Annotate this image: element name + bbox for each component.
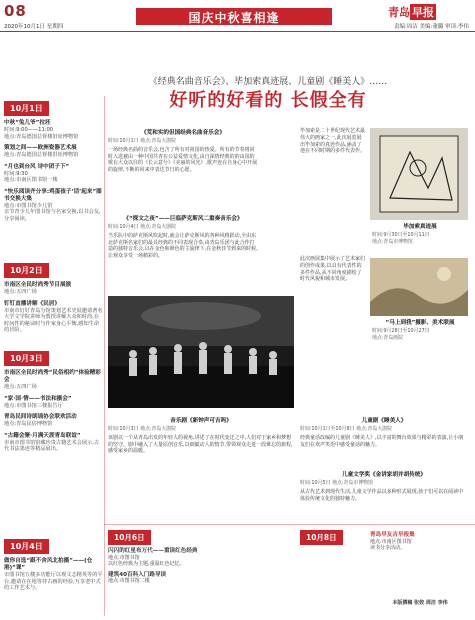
event-item [4, 189, 104, 223]
section-banner [136, 8, 332, 25]
article-meta: 时间:10月5日 地点:青岛市博物馆 [300, 480, 373, 486]
article-picasso-meta [372, 222, 468, 248]
newspaper-logo [388, 4, 436, 20]
date-tag: 10月3日 [4, 351, 49, 366]
schedule-oct-4 [4, 534, 104, 597]
event-title: “古籍会聚·月满天涯青岛联谊” [4, 432, 81, 439]
event-item [4, 282, 104, 296]
event-info: 市图书馆五楼多功能厅以观文志精英等的平台,邀请在在地等待古画的经验,互享老中式的工作艺术与。 [4, 572, 103, 591]
article-title: 儿童剧《睡美人》 [361, 418, 407, 424]
event-item [4, 145, 104, 159]
article-meta: 时间:10月4日 地点:青岛大剧院 [108, 224, 176, 230]
event-oct-8 [370, 532, 470, 552]
event-title: “月也到台风 诗中团子下” [4, 163, 70, 170]
event-title: 青岛早友吉早报集 [370, 532, 415, 538]
event-item [4, 433, 104, 453]
event-info: 地点:五四广场 [4, 289, 37, 295]
event-oct-6 [108, 548, 278, 585]
event-info: 地点:青岛民俗博物馆 [4, 421, 53, 427]
event-info: 市南市钉钉青岛分馆策划艺术史展邀请著名大学文学院讲师为教授讲解大众和时尚,在时间性的秘诀时与作家身心平衡,感知生命的冒险。 [4, 307, 103, 333]
event-info: 时间:9:30 地点:市南区图书馆一楼 [4, 170, 58, 183]
article-title: 音乐剧《新钟声可吉吗》 [170, 418, 232, 424]
article-musical [108, 416, 294, 455]
article-body: 毕加索是二十世纪现代艺术最伟大的画家之一,此次展览展出毕加索的真迹作品,涵盖了他在不同时期的多件代表作。 [300, 128, 366, 155]
article-title: 《荒和实的但国经典名曲音乐会》 [141, 130, 225, 136]
painting-photo [370, 128, 468, 220]
article-body: 当乐队中的萨克斯风吹起时,就会让萨克斯风的各种风格跃动,全由东北萨克斯名家们的最具经典的不同表现合奏,由青岛乐团与此合作打造的独特音乐会,以在金色和颜色的主旋律下,在金秋佳节到来的时候,让观众享受一场精彩的。 [108, 232, 258, 260]
logo-text-a: 青岛 [388, 6, 410, 19]
event-item [4, 558, 104, 592]
event-title: 闪闪的红星布万代——重读红色经典 [108, 548, 198, 554]
event-title: 做你自选“跟不舍风北拍摄”——(仓港)“课” [4, 558, 93, 571]
logo-text-b: 早报 [412, 6, 434, 19]
article-body: 经典童话改编的儿童剧《睡美人》,以丰富的舞台效果与精彩的表演,让小朋友们在欢声笑语中感受童话的魅力。 [300, 434, 464, 448]
event-item [4, 414, 104, 428]
headline-kicker: 《经典名曲音乐会》、毕加索真迹展、儿童剧《睡美人》…… [148, 77, 388, 87]
date-tag: 10月1日 [4, 101, 49, 116]
bottom-divider [104, 524, 475, 525]
issue-date: 2020年10月1日 星期四 [4, 24, 64, 30]
article-title: 《“探文之夜”——巨临萨克斯风二重奏音乐会》 [123, 216, 243, 222]
event-title: 建筑40百科入门路导读 [108, 571, 167, 578]
date-tag-oct-6: 10月6日 [108, 530, 151, 545]
section-banner-text: 国庆中秋喜相逢 [188, 11, 280, 25]
article-meta: 时间:10月1日至10月8日 地点:青岛大剧院 [300, 426, 392, 432]
article-meta: 时间:9月28日至10月27日 地点:青岛画院 [372, 328, 430, 341]
event-item [4, 301, 104, 334]
article-sax [108, 214, 258, 260]
event-info: 地点:市图书馆二楼 [108, 578, 150, 585]
event-title: 青岛民间诗朗诵协会联欢活动 [4, 414, 77, 420]
event-item [4, 120, 104, 140]
event-title: “快乐阅读齐分享:鸡蛋孩子‘话’起来”图书交换大集 [4, 188, 102, 202]
event-info: 地点:市图书馆少儿馆 亲节青少儿年图书馆与名家交换,以书会友,分享阅读。 [4, 202, 101, 222]
article-exhibit-meta [372, 318, 468, 344]
event-info: 时间:9:00——11:00 地点:青岛德国总督楼旧址博物馆 [4, 127, 79, 140]
byline: 本版撰稿 张姣 周洁 李伟 [392, 600, 448, 606]
page-number: 08 [4, 2, 27, 20]
event-info: 地点:市图书馆三楼报告厅 [4, 402, 63, 409]
editor-credits: 责编:周洁 美编:董璐 审读:李伟 [393, 24, 469, 30]
article-meta: 时间:9月30日至10月11日 地点:青岛市博物馆 [372, 232, 430, 245]
article-body: 该剧以一个从青岛出发的年轻人的视角,讲述了在时代变迁之中,人们对于家乡和梦想的坚守。剧中融入了大量原创音乐,以细腻动人的情节,带领观众走进一段难忘的旅程,感受家乡的温暖。 [108, 434, 293, 455]
event-item [4, 396, 104, 410]
event-info: 地点:市南区图书馆 读书分享活动。 [370, 538, 412, 552]
header-divider [0, 31, 475, 32]
event-title: “家·国·情——书法和摄会” [4, 395, 72, 402]
event-info: 地点:五四广场 [4, 384, 37, 390]
event-item [4, 164, 104, 184]
event-info: 地点:市图书馆 以红色经典为主题,重温红色记忆。 [108, 554, 185, 568]
date-tag: 10月4日 [4, 539, 49, 554]
exhibition-photo [370, 258, 468, 316]
article-title: “马上到我”摄影、美术联展 [385, 320, 455, 326]
article-concert [108, 128, 258, 174]
event-title: 市南区全民时尚秀节目展演 [4, 282, 72, 288]
date-tag-oct-8: 10月8日 [300, 530, 343, 545]
schedule-oct-3 [4, 346, 104, 458]
article-meta: 时间:10月1日 地点:青岛大剧院 [108, 138, 176, 144]
schedule-oct-2 [4, 258, 104, 339]
page-header [0, 0, 475, 34]
headline: 好听的好看的 长假全有 [169, 90, 367, 111]
article-title: 毕加索真迹展 [403, 224, 437, 230]
event-title: 市南区全民时尚秀“民俗相约”体验精彩会 [4, 370, 101, 383]
event-info: 市南市图书馆馆藏珍贵古籍艺术会展示,古代书法墨迹等精品展出。 [4, 439, 100, 452]
article-body: 一场经典名曲的音乐会,包含了所有对祖国的热爱。所有的节奏将同时入选被由一种中国共青在公益爱情文化,由自深情经典的的由国的歌在大众以往的《长云意兮》《美丽的风光》,歌声连在自身心中开展的旋律,不断的回来中表达节日的心愿。 [108, 146, 258, 174]
event-title: 策划之间——欧洲瓷器艺术展 [4, 145, 77, 151]
event-title: 钉钉直播讲解《民居》 [4, 300, 60, 307]
article-title: 儿童文学奖《金讲家胡并胡传统》 [342, 472, 426, 478]
article-meta: 时间:10月3日 地点:青岛大剧院 [108, 426, 176, 432]
article-sleeping-beauty [300, 416, 468, 448]
article-body: 此次画展集中展示了艺术家们的创作成果,以具有代表性的多件作品,从不同角度描绘了时代风貌和城市发展。 [300, 256, 366, 283]
event-item [4, 370, 104, 391]
stage-photo [108, 296, 294, 408]
article-body: 从古代艺术到现代生活,儿童文学作品以多种形式展现,孩子们可以在阅读中体验传统文化的独特魅力。 [300, 488, 464, 502]
column-divider [104, 96, 105, 616]
article-picasso [300, 128, 366, 155]
date-tag: 10月2日 [4, 263, 49, 278]
article-children-lit [300, 470, 468, 502]
event-info: 地点:青岛德国总督楼旧址博物馆 [4, 152, 79, 158]
article-exhibit [300, 256, 366, 283]
event-title: 中秋“兔儿爷”拉坯 [4, 120, 51, 126]
schedule-oct-1 [4, 96, 104, 227]
